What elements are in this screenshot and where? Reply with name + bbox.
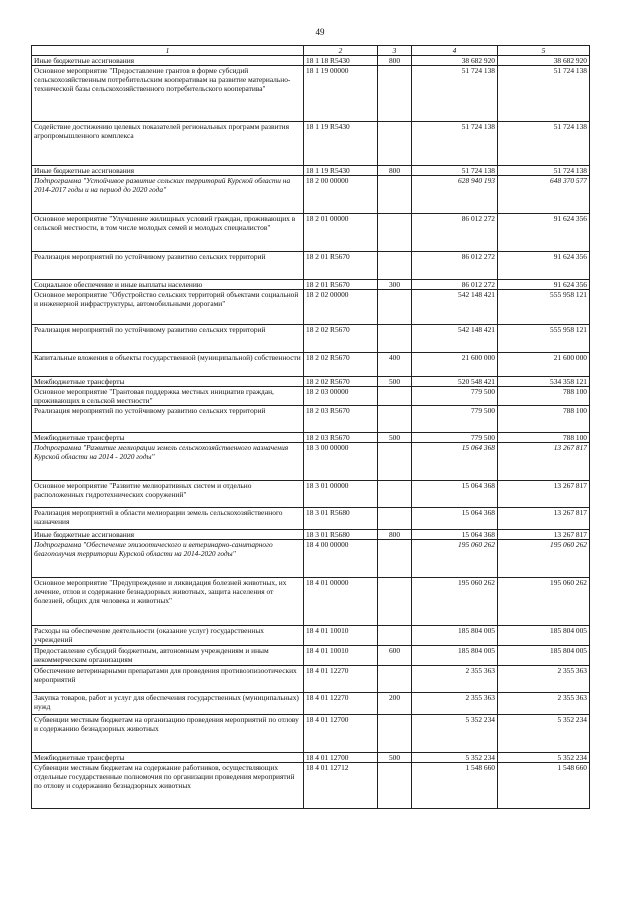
row-expense-type-cell <box>378 176 412 214</box>
row-amount-col4-cell: 520 548 421 <box>412 377 498 387</box>
row-amount-col5-cell: 91 624 356 <box>498 252 590 280</box>
row-name-cell: Иные бюджетные ассигнования <box>32 530 304 540</box>
row-amount-col5-cell: 91 624 356 <box>498 280 590 290</box>
row-amount-col4-cell: 15 064 368 <box>412 530 498 540</box>
row-amount-col4-cell: 51 724 138 <box>412 66 498 122</box>
row-name-cell: Реализация мероприятий по устойчивому развитию сельских территорий <box>32 406 304 433</box>
row-expense-type-cell <box>378 540 412 578</box>
table-row <box>32 530 590 540</box>
row-expense-type-cell: 500 <box>378 377 412 387</box>
row-name-cell: Обеспечение ветеринарными препаратами для проведения противоэпизоотических мероприятий <box>32 666 304 693</box>
row-expense-type-cell <box>378 66 412 122</box>
row-amount-col4-cell: 86 012 272 <box>412 252 498 280</box>
row-expense-type-cell <box>378 666 412 693</box>
row-expense-type-cell <box>378 626 412 646</box>
table-row <box>32 290 590 325</box>
row-expense-type-cell: 200 <box>378 693 412 715</box>
row-name-cell: Содействие достижению целевых показателей региональных программ развития агропромышленного комплекса <box>32 122 304 166</box>
header-col-2: 2 <box>304 46 378 56</box>
row-amount-col5-cell: 555 958 121 <box>498 290 590 325</box>
table-row <box>32 481 590 508</box>
header-col-3: 3 <box>378 46 412 56</box>
row-name-cell: Социальное обеспечение и иные выплаты населению <box>32 280 304 290</box>
row-expense-type-cell: 500 <box>378 433 412 443</box>
table-row <box>32 122 590 166</box>
row-name-cell: Закупка товаров, работ и услуг для обеспечения государственных (муниципальных) нужд <box>32 693 304 715</box>
page-number: 49 <box>315 27 325 37</box>
row-name-cell: Основное мероприятие "Улучшение жилищных условий граждан, проживающих в сельской местности, в том числе молодых семей и молодых специалистов" <box>32 214 304 252</box>
row-code-cell: 18 1 19 00000 <box>304 66 378 122</box>
row-expense-type-cell <box>378 325 412 353</box>
row-name-cell: Основное мероприятие "Предоставление грантов в форме субсидий сельскохозяйственным потребительским кооперативам на развитие материально-технической базы сельскохозяйственного потребительского кооператива" <box>32 66 304 122</box>
row-expense-type-cell <box>378 252 412 280</box>
table-body <box>32 56 590 809</box>
row-amount-col4-cell: 2 355 363 <box>412 693 498 715</box>
table-row <box>32 214 590 252</box>
row-amount-col5-cell: 51 724 138 <box>498 122 590 166</box>
row-code-cell: 18 3 01 00000 <box>304 481 378 508</box>
row-expense-type-cell <box>378 290 412 325</box>
row-amount-col4-cell: 15 064 368 <box>412 508 498 530</box>
table-row <box>32 166 590 176</box>
row-amount-col5-cell: 788 100 <box>498 406 590 433</box>
row-name-cell: Основное мероприятие "Грантовая поддержка местных инициатив граждан, проживающих в сельской местности" <box>32 387 304 406</box>
row-amount-col5-cell: 13 267 817 <box>498 530 590 540</box>
row-code-cell: 18 4 01 12270 <box>304 693 378 715</box>
table-row <box>32 508 590 530</box>
row-code-cell: 18 2 01 00000 <box>304 214 378 252</box>
row-name-cell: Субвенции местным бюджетам на содержание работников, осуществляющих отдельные государственные полномочия по организации проведения мероприятий по отлову и содержанию безнадзорных животных <box>32 763 304 809</box>
row-code-cell: 18 2 03 R5670 <box>304 406 378 433</box>
row-amount-col5-cell: 2 355 363 <box>498 666 590 693</box>
table-row <box>32 753 590 763</box>
row-code-cell: 18 2 03 R5670 <box>304 433 378 443</box>
header-col-4: 4 <box>412 46 498 56</box>
row-expense-type-cell <box>378 443 412 481</box>
row-name-cell: Основное мероприятие "Развитие мелиоративных систем и отдельно расположенных гидротехнических сооружений" <box>32 481 304 508</box>
table-row <box>32 252 590 280</box>
row-amount-col4-cell: 15 064 368 <box>412 443 498 481</box>
row-amount-col4-cell: 628 940 193 <box>412 176 498 214</box>
row-code-cell: 18 2 02 R5670 <box>304 353 378 377</box>
row-code-cell: 18 2 03 00000 <box>304 387 378 406</box>
row-code-cell: 18 4 01 10010 <box>304 626 378 646</box>
row-amount-col4-cell: 5 352 234 <box>412 715 498 753</box>
row-code-cell: 18 4 01 12270 <box>304 666 378 693</box>
table-row <box>32 443 590 481</box>
budget-table <box>31 45 590 809</box>
row-expense-type-cell <box>378 387 412 406</box>
row-amount-col5-cell: 185 804 005 <box>498 626 590 646</box>
row-amount-col5-cell: 5 352 234 <box>498 715 590 753</box>
row-amount-col4-cell: 5 352 234 <box>412 753 498 763</box>
table-row <box>32 406 590 433</box>
row-amount-col4-cell: 86 012 272 <box>412 280 498 290</box>
row-name-cell: Подпрограмма "Устойчивое развитие сельских территорий Курской области на 2014-2017 годы и на период до 2020 года" <box>32 176 304 214</box>
table-row <box>32 325 590 353</box>
row-expense-type-cell: 300 <box>378 280 412 290</box>
row-expense-type-cell <box>378 715 412 753</box>
row-amount-col4-cell: 1 548 660 <box>412 763 498 809</box>
row-amount-col4-cell: 779 500 <box>412 406 498 433</box>
row-code-cell: 18 2 02 R5670 <box>304 377 378 387</box>
row-name-cell: Иные бюджетные ассигнования <box>32 56 304 66</box>
row-name-cell: Капитальные вложения в объекты государственной (муниципальной) собственности <box>32 353 304 377</box>
table-header-row <box>32 46 590 56</box>
row-expense-type-cell <box>378 122 412 166</box>
row-expense-type-cell: 800 <box>378 56 412 66</box>
table-row <box>32 56 590 66</box>
table-row <box>32 715 590 753</box>
row-amount-col4-cell: 542 148 421 <box>412 290 498 325</box>
row-code-cell: 18 2 01 R5670 <box>304 280 378 290</box>
table-row <box>32 646 590 666</box>
row-amount-col4-cell: 15 064 368 <box>412 481 498 508</box>
row-name-cell: Межбюджетные трансферты <box>32 433 304 443</box>
row-name-cell: Расходы на обеспечение деятельности (оказание услуг) государственных учреждений <box>32 626 304 646</box>
row-code-cell: 18 1 19 R5430 <box>304 122 378 166</box>
row-expense-type-cell: 800 <box>378 530 412 540</box>
row-amount-col5-cell: 38 682 920 <box>498 56 590 66</box>
row-code-cell: 18 3 00 00000 <box>304 443 378 481</box>
row-code-cell: 18 4 00 00000 <box>304 540 378 578</box>
row-amount-col5-cell: 51 724 138 <box>498 66 590 122</box>
row-expense-type-cell <box>378 508 412 530</box>
row-amount-col4-cell: 195 060 262 <box>412 578 498 626</box>
row-amount-col5-cell: 195 060 262 <box>498 540 590 578</box>
row-expense-type-cell <box>378 406 412 433</box>
row-amount-col4-cell: 185 804 005 <box>412 626 498 646</box>
row-code-cell: 18 4 01 00000 <box>304 578 378 626</box>
table-row <box>32 377 590 387</box>
row-code-cell: 18 3 01 R5680 <box>304 508 378 530</box>
row-amount-col5-cell: 185 804 005 <box>498 646 590 666</box>
row-amount-col4-cell: 185 804 005 <box>412 646 498 666</box>
row-code-cell: 18 4 01 12700 <box>304 753 378 763</box>
row-name-cell: Реализация мероприятий по устойчивому развитию сельских территорий <box>32 252 304 280</box>
table-row <box>32 693 590 715</box>
row-code-cell: 18 2 00 00000 <box>304 176 378 214</box>
row-name-cell: Подпрограмма "Обеспечение эпизоотического и ветеринарно-санитарного благополучия территории Курской области на 2014-2020 годы" <box>32 540 304 578</box>
table-row <box>32 353 590 377</box>
row-code-cell: 18 1 19 R5430 <box>304 166 378 176</box>
row-amount-col5-cell: 13 267 817 <box>498 481 590 508</box>
row-name-cell: Реализация мероприятий в области мелиорации земель сельскохозяйственного назначения <box>32 508 304 530</box>
row-code-cell: 18 3 01 R5680 <box>304 530 378 540</box>
row-amount-col5-cell: 788 100 <box>498 433 590 443</box>
row-amount-col4-cell: 86 012 272 <box>412 214 498 252</box>
table-row <box>32 176 590 214</box>
row-amount-col5-cell: 555 958 121 <box>498 325 590 353</box>
row-expense-type-cell <box>378 763 412 809</box>
row-amount-col5-cell: 648 370 577 <box>498 176 590 214</box>
row-name-cell: Основное мероприятие "Предупреждение и ликвидация болезней животных, их лечение, отлов и содержание безнадзорных животных, защита населения от болезней, общих для человека и животных" <box>32 578 304 626</box>
row-name-cell: Иные бюджетные ассигнования <box>32 166 304 176</box>
row-name-cell: Подпрограмма "Развитие мелиорации земель сельскохозяйственного назначения Курской области на 2014 - 2020 годы" <box>32 443 304 481</box>
row-name-cell: Основное мероприятие "Обустройство сельских территорий объектами социальной и инженерной инфраструктуры, автомобильными дорогами" <box>32 290 304 325</box>
table-row <box>32 433 590 443</box>
row-expense-type-cell: 800 <box>378 166 412 176</box>
row-amount-col5-cell: 195 060 262 <box>498 578 590 626</box>
table-row <box>32 763 590 809</box>
row-name-cell: Реализация мероприятий по устойчивому развитию сельских территорий <box>32 325 304 353</box>
row-amount-col5-cell: 788 100 <box>498 387 590 406</box>
table-row <box>32 626 590 646</box>
row-expense-type-cell: 500 <box>378 753 412 763</box>
row-code-cell: 18 4 01 10010 <box>304 646 378 666</box>
row-code-cell: 18 1 18 R5430 <box>304 56 378 66</box>
table-row <box>32 387 590 406</box>
table-row <box>32 578 590 626</box>
row-amount-col5-cell: 21 600 000 <box>498 353 590 377</box>
row-name-cell: Межбюджетные трансферты <box>32 377 304 387</box>
row-code-cell: 18 2 01 R5670 <box>304 252 378 280</box>
row-amount-col5-cell: 534 358 121 <box>498 377 590 387</box>
table-row <box>32 66 590 122</box>
row-code-cell: 18 4 01 12712 <box>304 763 378 809</box>
row-amount-col4-cell: 38 682 920 <box>412 56 498 66</box>
row-name-cell: Предоставление субсидий бюджетным, автономным учреждениям и иным некоммерческим организациям <box>32 646 304 666</box>
row-expense-type-cell: 400 <box>378 353 412 377</box>
row-amount-col5-cell: 91 624 356 <box>498 214 590 252</box>
header-col-5: 5 <box>498 46 590 56</box>
row-amount-col4-cell: 779 500 <box>412 433 498 443</box>
row-expense-type-cell: 600 <box>378 646 412 666</box>
row-amount-col4-cell: 779 500 <box>412 387 498 406</box>
header-col-1: 1 <box>32 46 304 56</box>
row-code-cell: 18 2 02 R5670 <box>304 325 378 353</box>
row-amount-col4-cell: 542 148 421 <box>412 325 498 353</box>
table-row <box>32 540 590 578</box>
row-amount-col4-cell: 51 724 138 <box>412 166 498 176</box>
row-amount-col5-cell: 5 352 234 <box>498 753 590 763</box>
row-amount-col4-cell: 21 600 000 <box>412 353 498 377</box>
row-amount-col5-cell: 13 267 817 <box>498 443 590 481</box>
row-code-cell: 18 4 01 12700 <box>304 715 378 753</box>
row-name-cell: Межбюджетные трансферты <box>32 753 304 763</box>
row-expense-type-cell <box>378 578 412 626</box>
row-amount-col5-cell: 1 548 660 <box>498 763 590 809</box>
row-amount-col5-cell: 51 724 138 <box>498 166 590 176</box>
row-expense-type-cell <box>378 481 412 508</box>
row-name-cell: Субвенции местным бюджетам на организацию проведения мероприятий по отлову и содержанию безнадзорных животных <box>32 715 304 753</box>
row-amount-col5-cell: 13 267 817 <box>498 508 590 530</box>
row-amount-col4-cell: 51 724 138 <box>412 122 498 166</box>
row-amount-col4-cell: 2 355 363 <box>412 666 498 693</box>
row-amount-col4-cell: 195 060 262 <box>412 540 498 578</box>
row-code-cell: 18 2 02 00000 <box>304 290 378 325</box>
table-row <box>32 280 590 290</box>
table-row <box>32 666 590 693</box>
row-amount-col5-cell: 2 355 363 <box>498 693 590 715</box>
row-expense-type-cell <box>378 214 412 252</box>
